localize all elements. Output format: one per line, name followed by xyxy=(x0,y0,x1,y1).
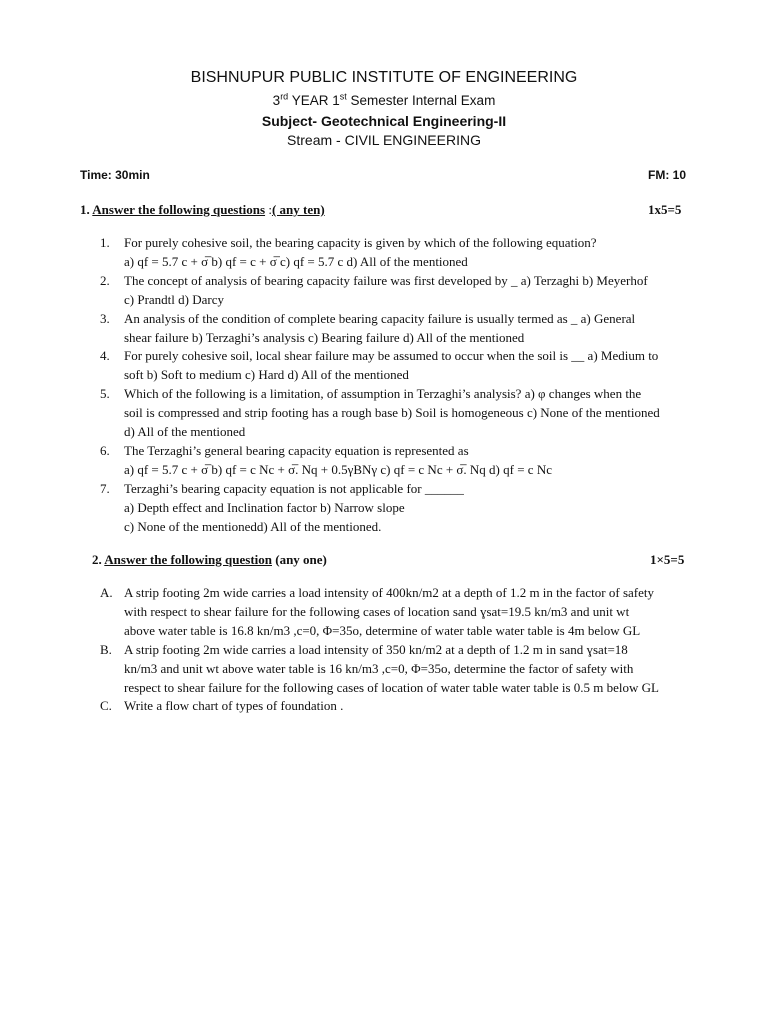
question-item xyxy=(100,442,700,480)
question-item xyxy=(100,272,700,310)
time-label: Time: 30min xyxy=(80,168,150,182)
stream-title: Stream - CIVIL ENGINEERING xyxy=(287,132,481,148)
section2-choice: (any one) xyxy=(272,552,327,567)
question-text: An analysis of the condition of complete bearing capacity failure is usually termed as _ a) General xyxy=(124,310,636,326)
section2-number: 2. xyxy=(92,552,105,567)
subject-title: Subject- Geotechnical Engineering-II xyxy=(261,113,507,129)
question-item xyxy=(100,347,700,385)
question-text: a) qf = 5.7 c + σ̅ b) qf = c Nc + σ̅. Nq + 0.5γBNγ c) qf = c Nc + σ̅. Nq d) qf = c Nc xyxy=(124,461,552,477)
section1-number: 1. xyxy=(80,202,93,217)
question-text: soil is compressed and strip footing has a rough base b) Soil is homogeneous c) None of the mentioned xyxy=(124,405,660,421)
question-text: Write a flow chart of types of foundation . xyxy=(124,698,344,714)
question-text: kn/m3 and unit wt above water table is 16 kn/m3 ,c=0, Φ=35o, determine the factor of safety with xyxy=(124,660,634,676)
question-item xyxy=(100,310,700,348)
question-number: 7. xyxy=(100,480,110,496)
section2-marks: 1×5=5 xyxy=(650,552,685,567)
question-item xyxy=(100,697,710,716)
question-text: with respect to shear failure for the following cases of location sand ɣsat=19.5 kn/m3 and unit wt xyxy=(124,603,630,619)
question-text: Terzaghi’s bearing capacity equation is not applicable for ______ xyxy=(124,480,464,496)
question-letter: B. xyxy=(100,641,112,657)
question-letter: A. xyxy=(100,585,113,600)
question-text: c) Prandtl d) Darcy xyxy=(124,291,224,307)
section1-heading xyxy=(80,202,325,218)
question-text: A strip footing 2m wide carries a load intensity of 400kn/m2 at a depth of 1.2 m in the factor of safety xyxy=(124,585,654,600)
question-text: The Terzaghi’s general bearing capacity equation is represented as xyxy=(124,442,469,458)
section1-choice: ( any ten) xyxy=(271,202,325,217)
question-text: c) None of the mentionedd) All of the mentioned. xyxy=(124,518,382,534)
question-text: The concept of analysis of bearing capacity failure was first developed by _ a) Terzaghi b) Meyerhof xyxy=(124,272,648,288)
year-number: 3 xyxy=(272,93,281,108)
question-letter: C. xyxy=(100,698,112,714)
question-number: 4. xyxy=(100,348,110,364)
year-text: YEAR 1 xyxy=(288,93,340,108)
question-item xyxy=(100,234,700,272)
question-number: 6. xyxy=(100,442,110,458)
question-item xyxy=(100,385,700,442)
question-text: For purely cohesive soil, the bearing capacity is given by which of the following equation? xyxy=(124,235,597,250)
section2-heading xyxy=(92,552,327,568)
question-text: Which of the following is a limitation, of assumption in Terzaghi’s analysis? a) φ changes when the xyxy=(124,386,642,402)
year-suffix: rd xyxy=(280,91,289,102)
question-number: 2. xyxy=(100,272,110,288)
question-text: a) qf = 5.7 c + σ̅ b) qf = c + σ̅ c) qf = 5.7 c d) All of the mentioned xyxy=(124,253,468,269)
question-number: 5. xyxy=(100,386,110,402)
section1-title: Answer the following questions xyxy=(92,202,266,217)
semester-suffix: st xyxy=(339,91,347,102)
semester-text: Semester Internal Exam xyxy=(346,93,496,108)
question-text: respect to shear failure for the following cases of location of water table water table is 0.5 m below GL xyxy=(124,679,659,695)
section1-marks: 1x5=5 xyxy=(648,202,682,217)
section1-colon: : xyxy=(265,202,272,217)
question-item xyxy=(100,480,700,537)
question-number: 3. xyxy=(100,310,110,326)
exam-title xyxy=(0,93,768,108)
question-text: A strip footing 2m wide carries a load intensity of 350 kn/m2 at a depth of 1.2 m in sand ɣsat=18 xyxy=(124,641,628,657)
question-text: d) All of the mentioned xyxy=(124,424,246,440)
section2-question-list xyxy=(100,584,710,716)
question-item xyxy=(100,584,710,641)
question-item xyxy=(100,641,710,698)
question-text: shear failure b) Terzaghi’s analysis c) Bearing failure d) All of the mentioned xyxy=(124,329,525,345)
question-text: above water table is 16.8 kn/m3 ,c=0, Φ=35o, determine of water table water table is 4m below GL xyxy=(124,622,641,638)
section2-title: Answer the following question xyxy=(104,552,272,567)
question-text: a) Depth effect and Inclination factor b) Narrow slope xyxy=(124,499,405,515)
full-marks-label: FM: 10 xyxy=(648,168,687,182)
question-text: For purely cohesive soil, local shear failure may be assumed to occur when the soil is __ a) Medium to xyxy=(124,348,659,364)
institute-name: BISHNUPUR PUBLIC INSTITUTE OF ENGINEERING xyxy=(190,69,578,86)
question-number: 1. xyxy=(100,235,110,250)
question-text: soft b) Soft to medium c) Hard d) All of the mentioned xyxy=(124,367,409,383)
section1-question-list xyxy=(100,234,700,537)
